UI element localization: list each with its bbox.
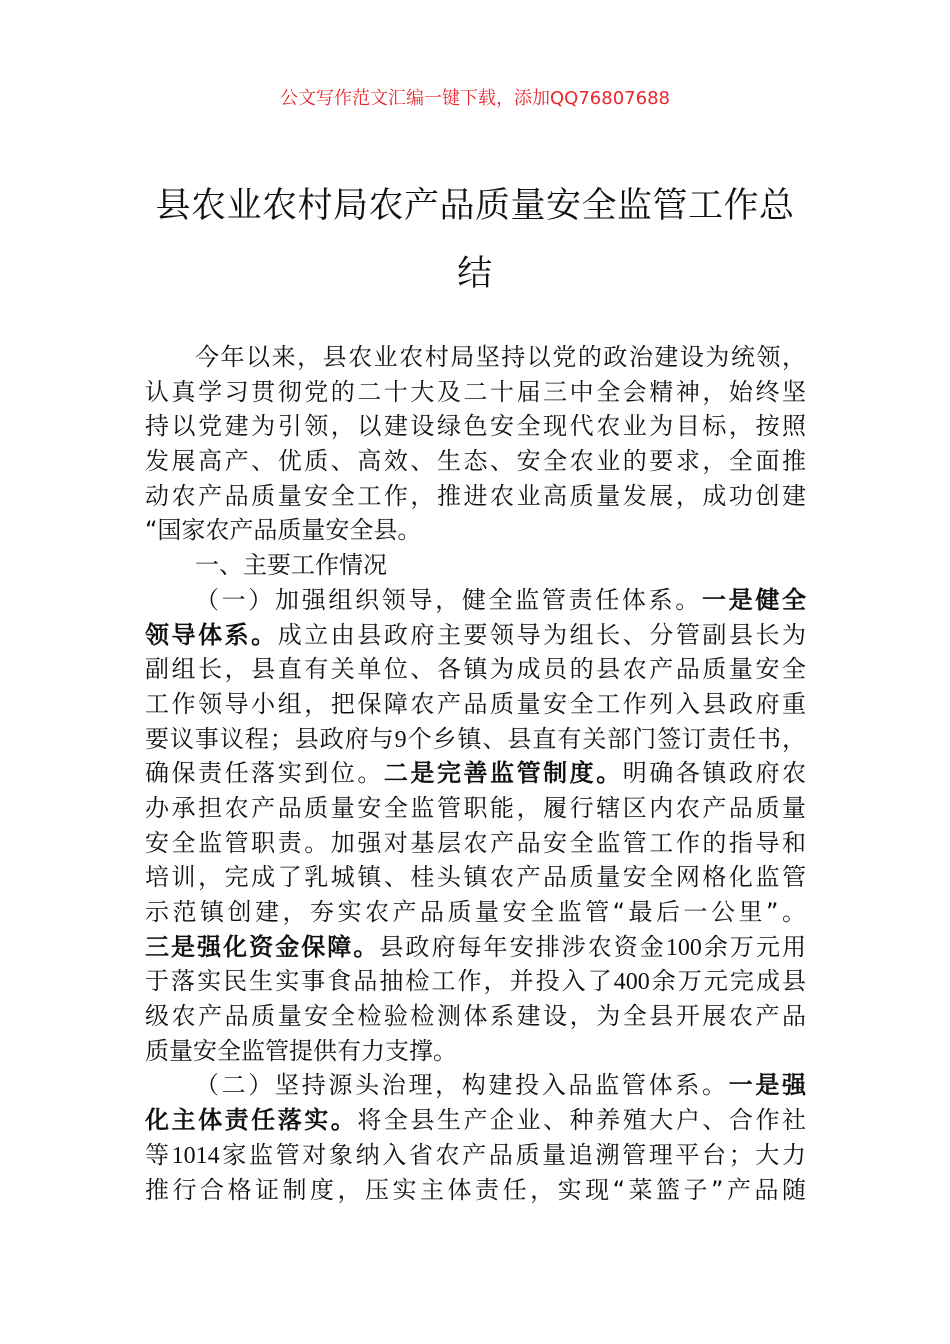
body-line (145, 583, 806, 618)
body-text: 培训，完成了乳城镇、桂头镇农产品质量安全网格化监管 (145, 863, 806, 892)
body-line (145, 375, 806, 410)
body-line (145, 930, 806, 965)
body-text: 认真学习贯彻党的二十大及二十届三中全会精神，始终坚 (145, 377, 806, 406)
body-text: 今年以来，县农业农村局坚持以党的政治建设为统领， (195, 343, 806, 371)
body-text: 要议事议程；县政府与 (145, 724, 395, 753)
body-text: 一、主要工作情况 (195, 551, 387, 580)
watermark-text: 公文写作范文汇编一键下载，添加QQ76807688 (280, 88, 670, 109)
body-line (145, 513, 806, 548)
body-line (145, 548, 806, 583)
body-text: 动农产品质量安全工作，推进农业高质量发展，成功创建 (145, 481, 806, 510)
body-line (145, 1138, 806, 1173)
bold-text: 领导体系。 (145, 620, 278, 649)
bold-text: 一是健全 (701, 585, 806, 614)
body-line (145, 1034, 806, 1069)
body-text: 持以党建为引领，以建设绿色安全现代农业为目标，按照 (145, 412, 806, 441)
body-text: （一）加强组织领导，健全监管责任体系。 (195, 585, 702, 614)
body-text: 于落实民生实事食品抽检工作，并投入了 (145, 967, 614, 996)
body-line (145, 1103, 806, 1138)
body-line (145, 722, 806, 757)
body-line (145, 652, 806, 687)
body-text: 确保责任落实到位。 (145, 759, 384, 788)
body-text: 成立由县政府主要领导为组长、分管副县长为 (277, 620, 807, 649)
body-text: 家监管对象纳入省农产品质量追溯管理平台；大力 (219, 1140, 807, 1169)
body-text: 级农产品质量安全检验检测体系建设，为全县开展农产品 (145, 1002, 806, 1031)
body-line (145, 1068, 806, 1103)
body-line (145, 964, 806, 999)
body-line (145, 444, 806, 479)
bold-text: 二是完善监管制度。 (383, 759, 623, 788)
body-text: 余万元用 (701, 932, 807, 961)
body-text: 推行合格证制度，压实主体责任，实现“菜篮子”产品随 (145, 1175, 806, 1204)
body-text: 办承担农产品质量安全监管职能，履行辖区内农产品质量 (145, 793, 806, 822)
body-text: 个乡镇、县直有关部门签订责任书， (406, 724, 807, 753)
body-line (145, 791, 806, 826)
body-text: 9 (394, 726, 407, 753)
body-text: 等 (145, 1140, 172, 1169)
bold-text: 三是强化资金保障。 (145, 932, 380, 961)
document-body (145, 340, 806, 1207)
body-line (145, 409, 806, 444)
bold-text: 化主体责任落实。 (145, 1106, 358, 1135)
document-title-line-1: 县农业农村局农产品质量安全监管工作总 (155, 186, 795, 226)
body-line (145, 687, 806, 722)
bold-text: 一是强 (728, 1071, 807, 1100)
body-line (145, 479, 806, 514)
body-line (145, 895, 806, 930)
body-text: 副组长，县直有关单位、各镇为成员的县农产品质量安全 (145, 655, 806, 684)
body-line (145, 860, 806, 895)
body-text: 示范镇创建，夯实农产品质量安全监管“最后一公里”。 (145, 898, 806, 926)
body-text: 100 (665, 934, 702, 961)
body-text: 1014 (171, 1142, 220, 1169)
body-line (145, 618, 806, 653)
body-text: 安全监管职责。加强对基层农产品安全监管工作的指导和 (145, 828, 806, 857)
body-text: 发展高产、优质、高效、生态、安全农业的要求，全面推 (145, 447, 806, 476)
body-line (145, 340, 806, 375)
body-text: “国家农产品质量安全县。 (145, 516, 422, 545)
body-line (145, 826, 806, 861)
body-text: 工作领导小组，把保障农产品质量安全工作列入县政府重 (145, 689, 806, 718)
body-text: （二）坚持源头治理，构建投入品监管体系。 (195, 1071, 729, 1100)
body-text: 400 (613, 969, 650, 996)
body-text: 县政府每年安排涉农资金 (379, 932, 666, 961)
body-text: 质量安全监管提供有力支撑。 (145, 1036, 457, 1065)
body-text: 余万元完成县 (649, 967, 806, 996)
body-text: 将全县生产企业、种养殖大户、合作社 (357, 1106, 807, 1135)
body-line (145, 999, 806, 1034)
body-line (145, 1173, 806, 1208)
document-title-line-2: 结 (457, 254, 493, 294)
body-line (145, 756, 806, 791)
body-text: 明确各镇政府农 (622, 759, 806, 788)
